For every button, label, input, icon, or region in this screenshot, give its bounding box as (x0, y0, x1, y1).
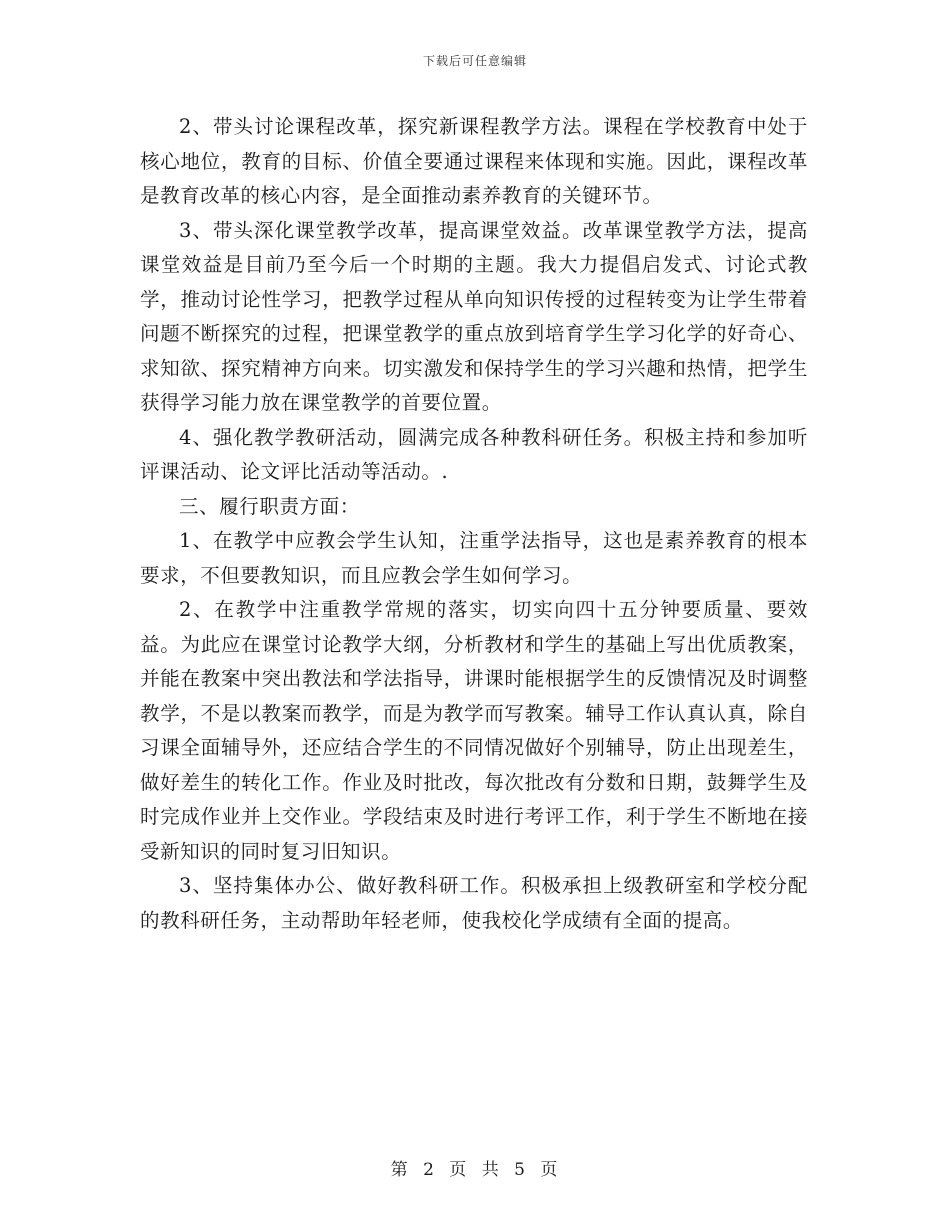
document-body (140, 110, 808, 938)
page-number: 第 2 页 共 5 页 (390, 1160, 560, 1180)
paragraph-2: 3、带头深化课堂教学改革，提高课堂效益。改革课堂教学方法，提高课堂效益是目前乃至今后一个时期的主题。我大力提倡启发式、讨论式教学，推动讨论性学习，把教学过程从单向知识传授的过程转变为让学生带着问题不断探究的过程，把课堂教学的重点放到培育学生学习化学的好奇心、求知欲、探究精神方向来。切实激发和保持学生的学习兴趣和热情，把学生获得学习能力放在课堂教学的首要位置。 (140, 218, 808, 414)
paragraph-3: 4、强化教学教研活动，圆满完成各种教科研任务。积极主持和参加听评课活动、论文评比活动等活动。. (140, 425, 808, 483)
section-heading: 三、履行职责方面： (179, 494, 360, 518)
paragraph-1: 2、带头讨论课程改革，探究新课程教学方法。课程在学校教育中处于核心地位，教育的目标、价值全要通过课程来体现和实施。因此，课程改革是教育改革的核心内容，是全面推动素养教育的关键环节。 (140, 115, 808, 207)
paragraph-6: 3、坚持集体办公、做好教科研工作。积极承担上级教研室和学校分配的教科研任务，主动帮助年轻老师，使我校化学成绩有全面的提高。 (140, 874, 808, 932)
page-header: 下载后可任意编辑 (422, 54, 527, 68)
paragraph-5: 2、在教学中注重教学常规的落实，切实向四十五分钟要质量、要效益。为此应在课堂讨论教学大纲，分析教材和学生的基础上写出优质教案，并能在教案中突出教法和学法指导，讲课时能根据学生的反馈情况及时调整教学，不是以教案而教学，而是为教学而写教案。辅导工作认真认真，除自习课全面辅导外，还应结合学生的不同情况做好个别辅导，防止出现差生，做好差生的转化工作。作业及时批改，每次批改有分数和日期，鼓舞学生及时完成作业并上交作业。学段结束及时进行考评工作，利于学生不断地在接受新知识的同时复习旧知识。 (140, 598, 808, 863)
paragraph-4: 1、在教学中应教会学生认知，注重学法指导，这也是素养教育的根本要求，不但要教知识，而且应教会学生如何学习。 (140, 529, 808, 587)
